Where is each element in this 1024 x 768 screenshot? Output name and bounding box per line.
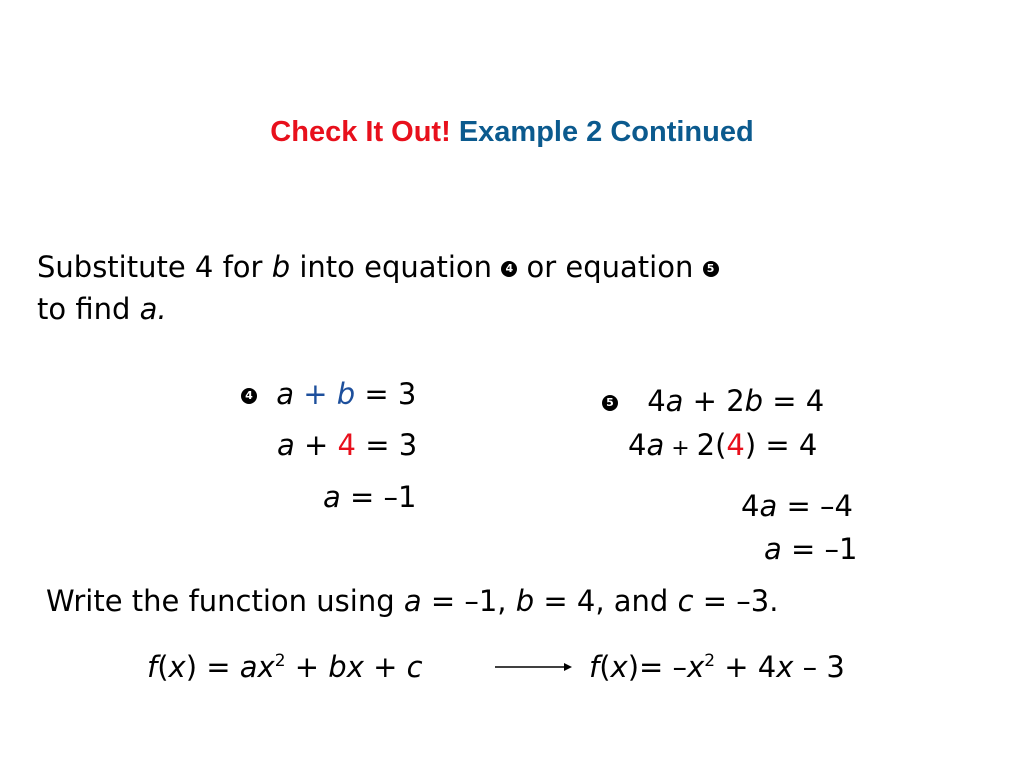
eq5-line-1: 5 4a + 2b = 4	[602, 384, 824, 418]
eq5-line-4: a = –1	[764, 532, 858, 566]
intro-line-1: Substitute 4 for b into equation 4 or equation 5	[37, 246, 719, 288]
general-form-formula: $f(x) = ax^2$ + bx + c	[147, 650, 423, 684]
title-example: Example 2 Continued	[458, 116, 754, 148]
title-check-it-out: Check It Out!	[270, 116, 451, 148]
eq4-line-1: 4 a + b = 3	[241, 377, 416, 411]
eq4-line-2: a + 4 = 3	[277, 428, 418, 462]
write-function-text: Write the function using a = –1, b = 4, and c = –3.	[46, 584, 779, 618]
eq4-line-3: a = –1	[323, 480, 417, 514]
equation-5-badge: 5	[602, 395, 618, 411]
equation-5-badge: 5	[703, 261, 719, 277]
intro-line-2: to find a.	[37, 292, 167, 326]
final-function-formula: $f(x)= -x^2 + 4x - 3$	[589, 650, 845, 684]
intro-text	[37, 246, 719, 330]
eq5-line-2: 4a + 2(4) = 4	[628, 428, 818, 462]
eq5-line-3: 4a = –4	[741, 489, 853, 523]
right-arrow-icon	[494, 660, 574, 674]
slide-title	[0, 116, 1024, 149]
equation-4-badge: 4	[241, 388, 257, 404]
equation-4-badge: 4	[501, 261, 517, 277]
